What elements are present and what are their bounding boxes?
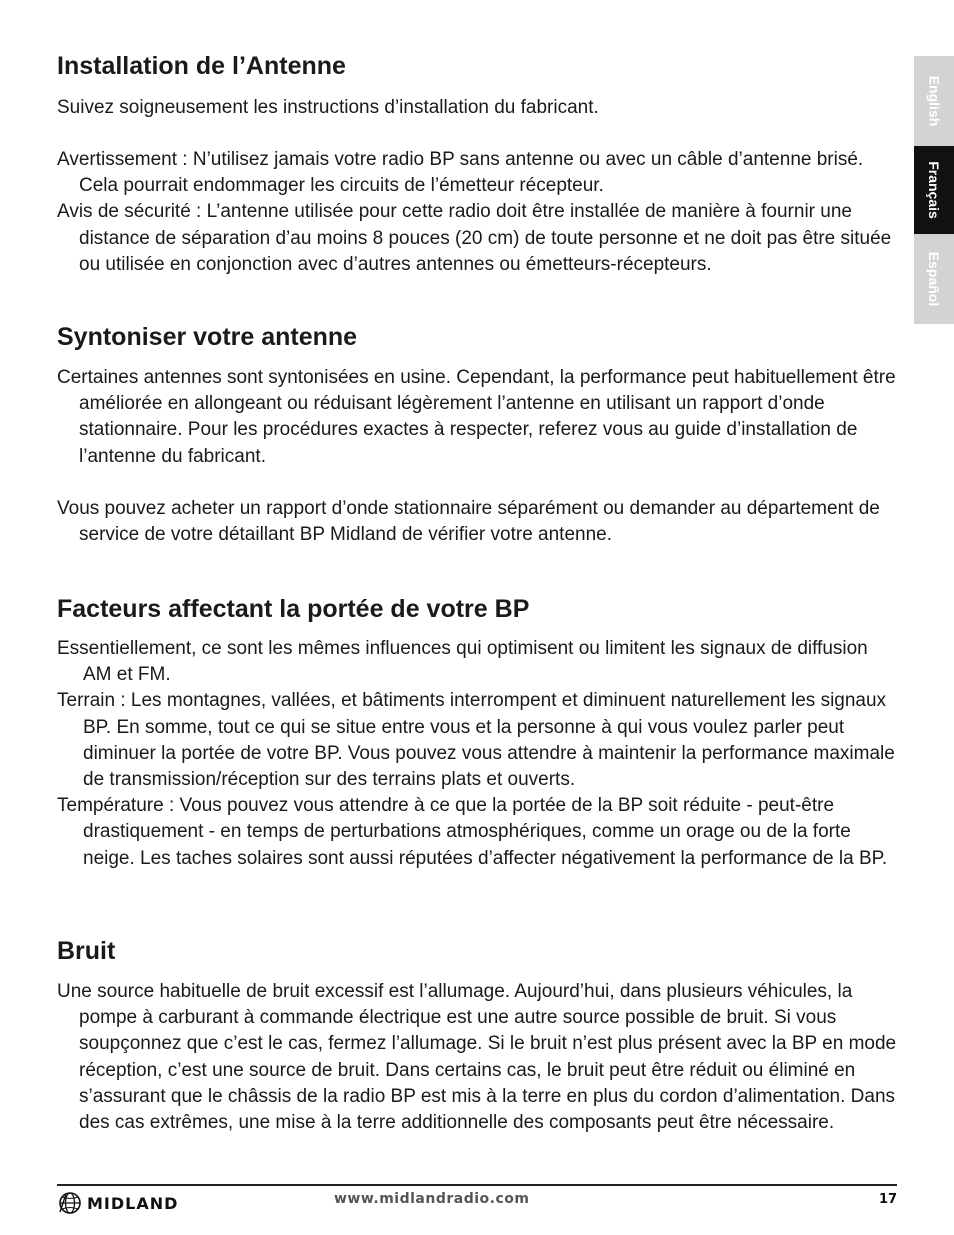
- globe-icon: [57, 1190, 83, 1216]
- antenna-safety-text: Avis de sécurité : L’antenne utilisée pour cette radio doit être installée de manière à fournir une distance de séparation d’au moins 8 pouces (20 cm) de toute personne et ne doit pas être située ou utilisée en conjonction avec d’autres antennes ou émetteurs-récepteurs.: [57, 201, 892, 275]
- heading-tuning: Syntoniser votre antenne: [57, 323, 358, 351]
- range-temperature-text: Température : Vous pouvez vous attendre à ce que la portée de la BP soit réduite - peut-être drastiquement - en temps de perturbations atmosphériques, comme un orage ou de la forte neige. Les taches solaires sont aussi réputées d’affecter négativement la performance de la BP.: [57, 795, 888, 869]
- tuning-paragraph-1: [57, 365, 897, 470]
- noise-text: Une source habituelle de bruit excessif est l’allumage. Aujourd’hui, dans plusieurs véhicules, la pompe à carburant à commande électrique est une autre source possible de bruit. Si vous soupçonnez que c’est le cas, fermez l’allumage. Si le bruit n’est plus présent avec la BP en mode réception, c’est une source de bruit. Dans certains cas, le bruit peut être réduit ou éliminé en s’assurant que le châssis de la radio BP est mis à la terre en plus du cordon d’alimentation. Dans des cas extrêmes, une mise à la terre additionnelle des composants peut être nécessaire.: [57, 981, 897, 1134]
- antenna-install-notes: [57, 147, 897, 278]
- language-tabs: [914, 56, 954, 324]
- antenna-intro-text: Suivez soigneusement les instructions d’installation du fabricant.: [57, 97, 599, 118]
- page-number: 17: [879, 1192, 898, 1207]
- midland-logo: [57, 1190, 178, 1216]
- noise-paragraph: [57, 979, 897, 1136]
- antenna-install-intro: [57, 95, 897, 121]
- antenna-warning-text: Avertissement : N’utilisez jamais votre radio BP sans antenne ou avec un câble d’antenne brisé. Cela pourrait endommager les circuits de l’émetteur récepteur.: [57, 149, 864, 197]
- brand-name: MIDLAND: [87, 1193, 179, 1213]
- range-paragraphs: [57, 636, 897, 872]
- tab-francais[interactable]: [914, 146, 954, 234]
- tab-francais-label: Français: [926, 161, 942, 219]
- footer-divider: [57, 1184, 897, 1186]
- range-terrain-text: Terrain : Les montagnes, vallées, et bâtiments interrompent et diminuent naturellement les signaux BP. En somme, tout ce qui se situe entre vous et la personne à qui vous voulez parler peut diminuer la portée de votre BP. Vous pouvez vous attendre à maintenir la performance maximale de transmission/réception sur des terrains plats et ouverts.: [57, 690, 895, 791]
- tuning-paragraph-2: [57, 496, 897, 548]
- tab-english-label: English: [926, 75, 942, 127]
- tuning-text-2: Vous pouvez acheter un rapport d’onde stationnaire séparément ou demander au département de service de votre détaillant BP Midland de vérifier votre antenne.: [57, 498, 880, 546]
- website-url[interactable]: www.midlandradio.com: [334, 1191, 530, 1207]
- heading-noise: Bruit: [57, 937, 116, 965]
- tab-espanol[interactable]: [914, 234, 954, 324]
- tab-espanol-label: Español: [926, 251, 942, 307]
- heading-antenna-install: Installation de l’Antenne: [57, 52, 346, 80]
- range-intro-text: Essentiellement, ce sont les mêmes influences qui optimisent ou limitent les signaux de diffusion AM et FM.: [57, 638, 868, 686]
- tuning-text-1: Certaines antennes sont syntonisées en usine. Cependant, la performance peut habituellement être améliorée en allongeant ou réduisant légèrement l’antenne en utilisant un rapport d’onde stationnaire. Pour les procédures exactes à respecter, referez vous au guide d’installation de l’antenne du fabricant.: [57, 367, 896, 467]
- tab-english[interactable]: [914, 56, 954, 146]
- heading-range: Facteurs affectant la portée de votre BP: [57, 595, 530, 623]
